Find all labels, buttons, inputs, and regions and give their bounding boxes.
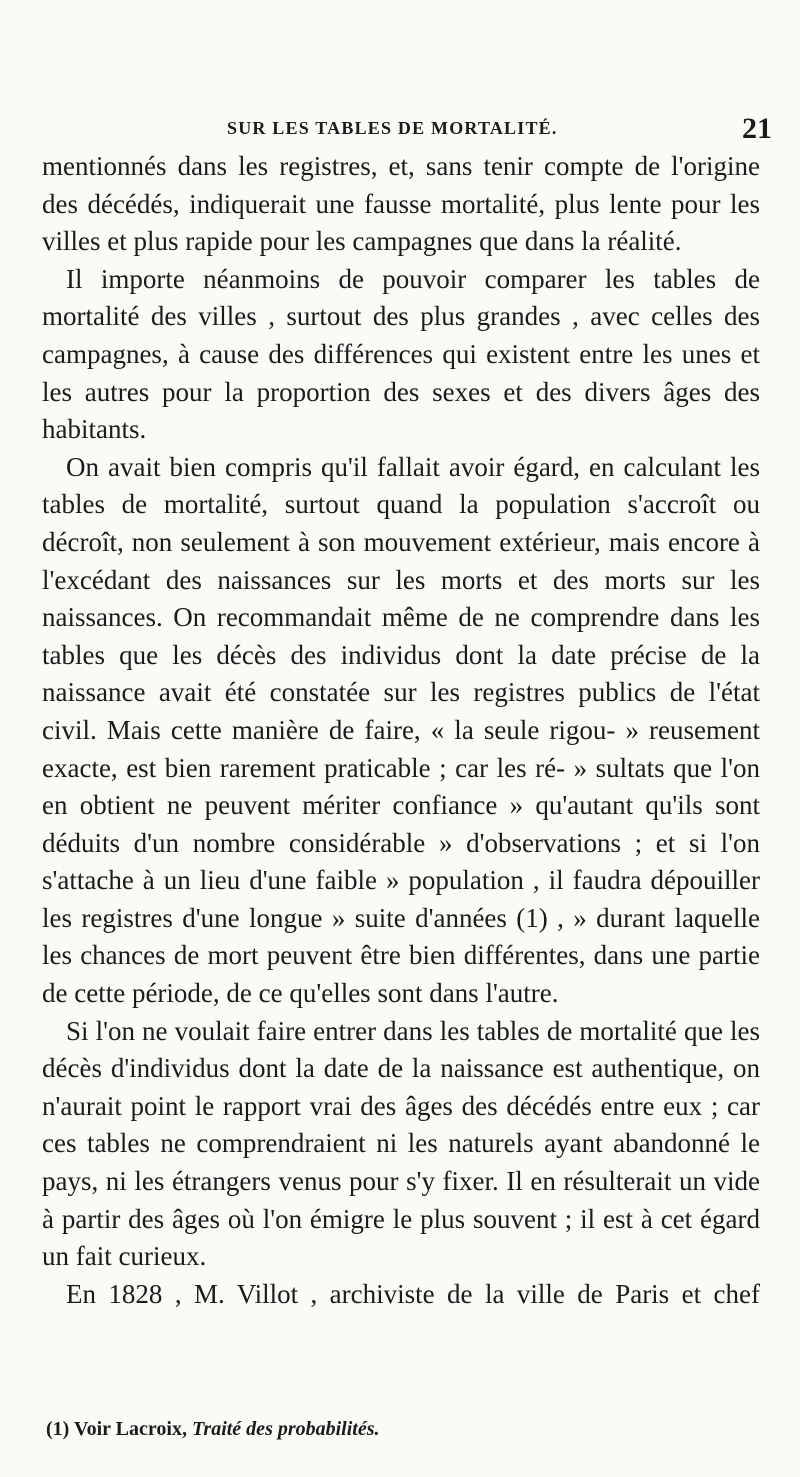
footnote bbox=[46, 1418, 380, 1441]
footnote-book-title: Traité des probabilités. bbox=[191, 1418, 380, 1440]
page-header bbox=[42, 114, 772, 148]
paragraph-5: En 1828 , M. Villot , archiviste de la ville de Paris et chef bbox=[66, 1278, 760, 1309]
paragraph-3: On avait bien compris qu'il fallait avoir égard, en calculant les tables de mortalité, surtout quand la population s'accroît ou décroît, non seulement à son mouvement extérieur, mais encore à l'excédant des naissances sur les morts et des morts sur les naissances. On recommandait même de ne comprendre dans les tables que les décès des individus dont la date précise de la naissance avait été constatée sur les registres publics de l'état civil. Mais cette manière de faire, « la seule rigou- » reusement exacte, est bien rarement praticable ; car les ré- » sultats que l'on en obtient ne peuvent mériter confiance » qu'autant qu'ils sont déduits d'un nombre considérable » d'observations ; et si l'on s'attache à un lieu d'une faible » population , il faudra dépouiller les registres d'une longue » suite d'années (1) , » durant laquelle les chances de mort peuvent être bien différentes, dans une partie de cette période, de ce qu'elles sont dans l'autre. bbox=[42, 451, 760, 1009]
body-text bbox=[42, 148, 760, 1313]
paragraph-4: Si l'on ne voulait faire entrer dans les tables de mortalité que les décès d'individus dont la date de la naissance est authentique, on n'aurait point le rapport vrai des âges des décédés entre eux ; car ces tables ne comprendraient ni les naturels ayant abandonné le pays, ni les étrangers venus pour s'y fixer. Il en résulterait un vide à partir des âges où l'on émigre le plus souvent ; il est à cet égard un fait curieux. bbox=[42, 1015, 760, 1272]
paragraph-2: Il importe néanmoins de pouvoir comparer les tables de mortalité des villes , surtout des plus grandes , avec celles des campagnes, à cause des différences qui existent entre les unes et les autres pour la proportion des sexes et des divers âges des habitants. bbox=[42, 263, 760, 445]
footnote-marker: (1) bbox=[46, 1418, 70, 1440]
running-title: SUR LES TABLES DE MORTALITÉ. bbox=[227, 118, 558, 138]
paragraph-1: mentionnés dans les registres, et, sans tenir compte de l'origine des décédés, indiquerait une fausse mortalité, plus lente pour les villes et plus rapide pour les campagnes que dans la réalité. bbox=[42, 151, 760, 257]
page-number: 21 bbox=[742, 112, 772, 145]
footnote-text: Voir Lacroix, bbox=[73, 1418, 187, 1440]
